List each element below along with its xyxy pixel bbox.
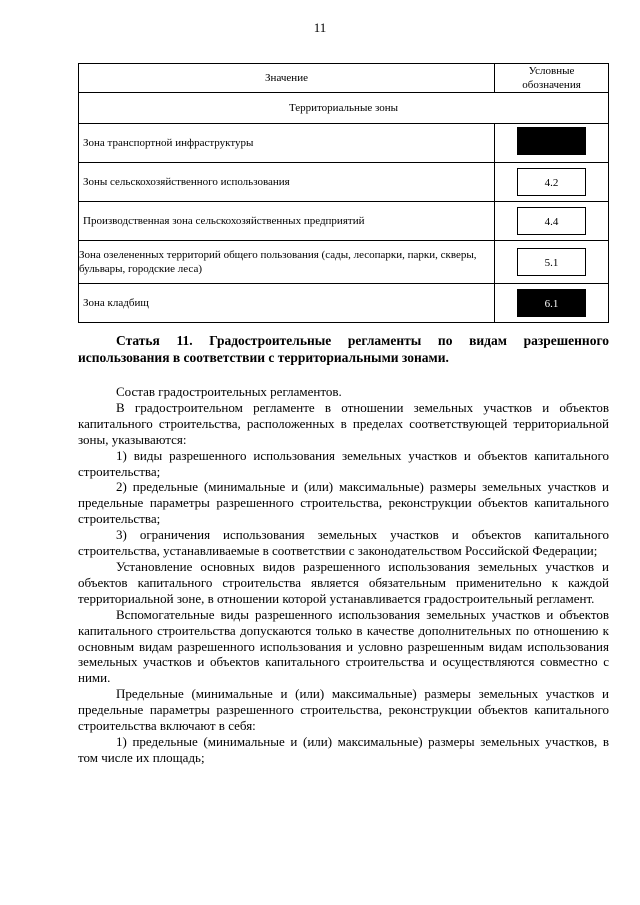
page-number: 11 <box>313 20 327 35</box>
legend-row-label: Производственная зона сельскохозяйственных предприятий <box>79 202 495 241</box>
legend-header-row <box>79 64 609 93</box>
legend-row <box>79 124 609 163</box>
legend-row <box>79 284 609 323</box>
paragraph: Состав градостроительных регламентов. <box>116 384 342 399</box>
legend-row-label: Зона кладбищ <box>79 284 495 323</box>
legend-table <box>78 63 609 323</box>
legend-header-value: Значение <box>79 64 495 93</box>
legend-row-label: Зона озелененных территорий общего пользования (сады, лесопарки, парки, скверы, бульвары, городские леса) <box>79 241 495 284</box>
legend-section-row <box>79 93 609 124</box>
article-body <box>78 384 609 766</box>
legend-row <box>79 202 609 241</box>
paragraph: Установление основных видов разрешенного использования земельных участков и объектов капитального строительства является обязательным применительно к каждой территориальной зоне, в отношении которой устанавливается градостроительный регламент. <box>78 558 609 606</box>
legend-swatch: 4.2 <box>517 168 586 196</box>
legend-swatch <box>517 127 586 155</box>
paragraph: 3) ограничения использования земельных участков и объектов капитального строительства, устанавливаемые в соответствии с законодательством Российской Федерации; <box>78 527 609 559</box>
paragraph: Предельные (минимальные и (или) максимальные) размеры земельных участков и предельные параметры разрешенного строительства, реконструкции объектов капитального строительства включают в себя: <box>78 686 609 734</box>
legend-row-label: Зоны сельскохозяйственного использования <box>79 163 495 202</box>
legend-row <box>79 163 609 202</box>
paragraph: 2) предельные (минимальные и (или) максимальные) размеры земельных участков и предельные параметры разрешенного строительства, реконструкции объектов капитального строительства; <box>78 479 609 527</box>
legend-header-symbol: Условные обозначения <box>495 64 609 93</box>
paragraph: Вспомогательные виды разрешенного использования земельных участков и объектов капитального строительства допускаются только в качестве дополнительных по отношению к основным видам разрешенного использования и условно разрешенным видам использования земельных участков и объектов капитального строительства и осуществляются совместно с ними. <box>78 606 609 686</box>
article-heading: Статья 11. Градостроительные регламенты по видам разрешенного использования в соответствии с территориальными зонами. <box>78 333 609 365</box>
legend-swatch: 6.1 <box>517 289 586 317</box>
legend-section-title: Территориальные зоны <box>79 93 609 124</box>
legend-swatch: 5.1 <box>517 248 586 276</box>
legend-row <box>79 241 609 284</box>
paragraph: 1) предельные (минимальные и (или) максимальные) размеры земельных участков, в том числе их площадь; <box>78 733 609 765</box>
paragraph: 1) виды разрешенного использования земельных участков и объектов капитального строительства; <box>78 447 609 479</box>
paragraph: В градостроительном регламенте в отношении земельных участков и объектов капитального строительства, расположенных в пределах соответствующей территориальной зоны, указываются: <box>78 399 609 447</box>
legend-swatch: 4.4 <box>517 207 586 235</box>
legend-row-label: Зона транспортной инфраструктуры <box>79 124 495 163</box>
